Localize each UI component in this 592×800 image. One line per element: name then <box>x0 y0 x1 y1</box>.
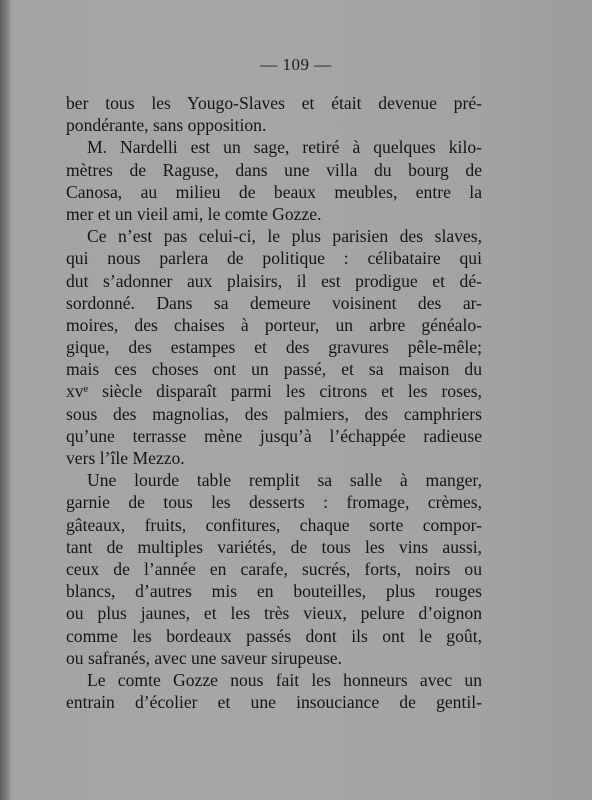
text-line: ceux de l’année en carafe, sucrés, forts, noirs ou <box>66 558 482 579</box>
text-line: comme les bordeaux passés dont ils ont le goût, <box>66 625 482 646</box>
text-line: vers l’île Mezzo. <box>66 448 185 468</box>
text-line: M. Nardelli est un sage, retiré à quelques kilo- <box>87 137 482 158</box>
text-line: Canosa, au milieu de beaux meubles, entre la <box>66 181 482 202</box>
text-line: mètres de Raguse, dans une villa du bourg de <box>66 159 482 180</box>
text-line: dut s’adonner aux plaisirs, il est prodigue et dé- <box>66 270 482 291</box>
text-line: moires, des chaises à porteur, un arbre généalo- <box>66 314 482 335</box>
text-line: Une lourde table remplit sa salle à manger, <box>87 470 482 491</box>
page-number: — 109 — <box>260 55 332 74</box>
text-line: Le comte Gozze nous fait les honneurs avec un <box>87 669 482 690</box>
text-line: gâteaux, fruits, confitures, chaque sorte compor- <box>66 514 482 535</box>
text-line: sordonné. Dans sa demeure voisinent des ar- <box>66 292 482 313</box>
text-line: ber tous les Yougo-Slaves et était devenue pré- <box>66 93 482 113</box>
text-line: garnie de tous les desserts : fromage, crèmes, <box>66 492 482 513</box>
text-line: mais ces choses ont un passé, et sa maison du <box>66 359 482 380</box>
text-line: ou plus jaunes, et les très vieux, pelure d’oignon <box>66 603 482 624</box>
text-line: xvᵉ siècle disparaît parmi les citrons et les roses, <box>66 381 482 402</box>
text-line: blancs, d’autres mis en bouteilles, plus rouges <box>66 581 482 602</box>
text-line: sous des magnolias, des palmiers, des camphriers <box>66 403 482 424</box>
text-line: ou safranés, avec une saveur sirupeuse. <box>66 647 343 668</box>
text-line: qui nous parlera de politique : célibataire qui <box>66 248 482 269</box>
text-line: entrain d’écolier et une insouciance de gentil- <box>66 692 482 713</box>
text-line: mer et un vieil ami, le comte Gozze. <box>66 203 322 224</box>
text-line: pondérante, sans opposition. <box>66 115 267 136</box>
text-line: Ce n’est pas celui-ci, le plus parisien des slaves, <box>87 226 482 247</box>
text-line: gique, des estampes et des gravures pêle-mêle; <box>66 337 482 358</box>
body-text <box>66 92 482 713</box>
text-line: qu’une terrasse mène jusqu’à l’échappée radieuse <box>66 425 482 446</box>
text-line: tant de multiples variétés, de tous les vins aussi, <box>66 536 482 557</box>
